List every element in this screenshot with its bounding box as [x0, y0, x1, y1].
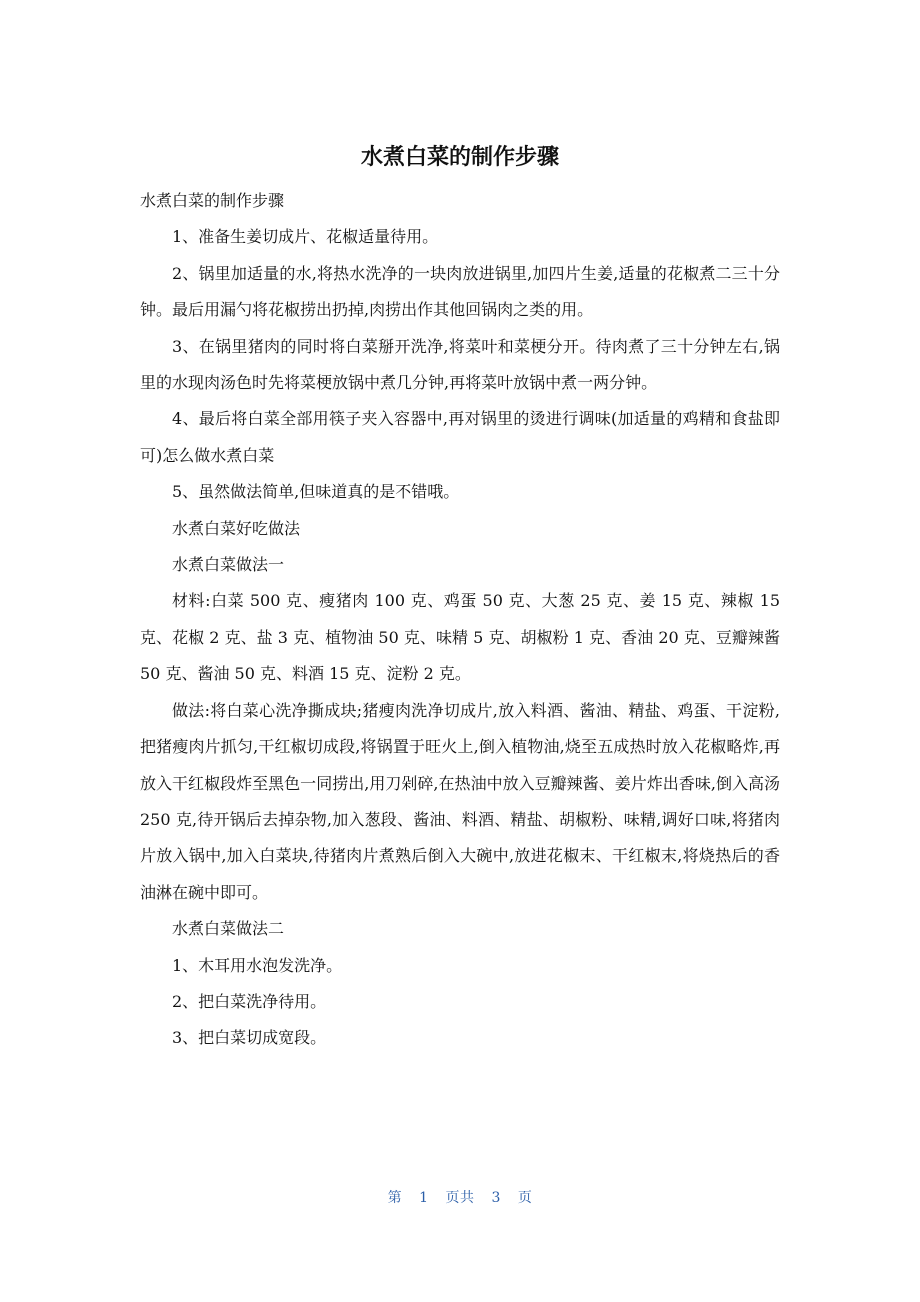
- step-paragraph: 1、准备生姜切成片、花椒适量待用。: [172, 227, 439, 247]
- step-paragraph: 2、把白菜洗净待用。: [172, 991, 327, 1011]
- step-paragraph: 5、虽然做法简单,但味道真的是不错哦。: [172, 482, 460, 502]
- page-title: 水煮白菜的制作步骤: [360, 145, 559, 170]
- page-footer: [0, 1186, 920, 1210]
- subheading-paragraph: 水煮白菜做法二: [172, 919, 285, 939]
- section-heading-paragraph: 水煮白菜的制作步骤: [140, 191, 285, 210]
- step-paragraph: 2、锅里加适量的水,将热水洗净的一块肉放进锅里,加四片生姜,适量的花椒煮二三十分钟。最后用漏勺将花椒捞出扔掉,肉捞出作其他回锅肉之类的用。: [140, 263, 780, 320]
- step-paragraph: 3、把白菜切成宽段。: [172, 1028, 327, 1048]
- footer-prefix: 第: [387, 1190, 403, 1206]
- ingredients-paragraph: 材料:白菜 500 克、瘦猪肉 100 克、鸡蛋 50 克、大葱 25 克、姜 15 克、辣椒 15 克、花椒 2 克、盐 3 克、植物油 50 克、味精 5 克、胡椒粉 1 克、香油 20 克、豆瓣辣酱 50 克、酱油 50 克、料酒 15 克、淀粉 2 克。: [140, 591, 780, 684]
- method-paragraph: 做法:将白菜心洗净撕成块;猪瘦肉洗净切成片,放入料酒、酱油、精盐、鸡蛋、干淀粉,把猪瘦肉片抓匀,干红椒切成段,将锅置于旺火上,倒入植物油,烧至五成热时放入花椒略炸,再放入干红椒段炸至黑色一同捞出,用刀剁碎,在热油中放入豆瓣辣酱、姜片炸出香味,倒入高汤 250 克,待开锅后去掉杂物,加入葱段、酱油、料酒、精盐、胡椒粉、味精,调好口味,将猪肉片放入锅中,加入白菜块,待猪肉片煮熟后倒入大碗中,放进花椒末、干红椒末,将烧热后的香油淋在碗中即可。: [140, 700, 780, 902]
- step-paragraph: 1、木耳用水泡发洗净。: [172, 955, 343, 975]
- step-paragraph: 4、最后将白菜全部用筷子夹入容器中,再对锅里的烫进行调味(加适量的鸡精和食盐即可)怎么做水煮白菜: [140, 409, 780, 465]
- step-paragraph: 3、在锅里猪肉的同时将白菜掰开洗净,将菜叶和菜梗分开。待肉煮了三十分钟左右,锅里的水现肉汤色时先将菜梗放锅中煮几分钟,再将菜叶放锅中煮一两分钟。: [140, 336, 780, 393]
- document-body: [140, 183, 780, 1057]
- subheading-paragraph: 水煮白菜做法一: [172, 555, 285, 575]
- subheading-paragraph: 水煮白菜好吃做法: [172, 518, 301, 538]
- footer-suffix: 页: [517, 1190, 533, 1206]
- footer-total-pages: 3: [491, 1190, 501, 1206]
- footer-current-page: 1: [419, 1190, 429, 1206]
- footer-middle: 页共: [445, 1190, 475, 1206]
